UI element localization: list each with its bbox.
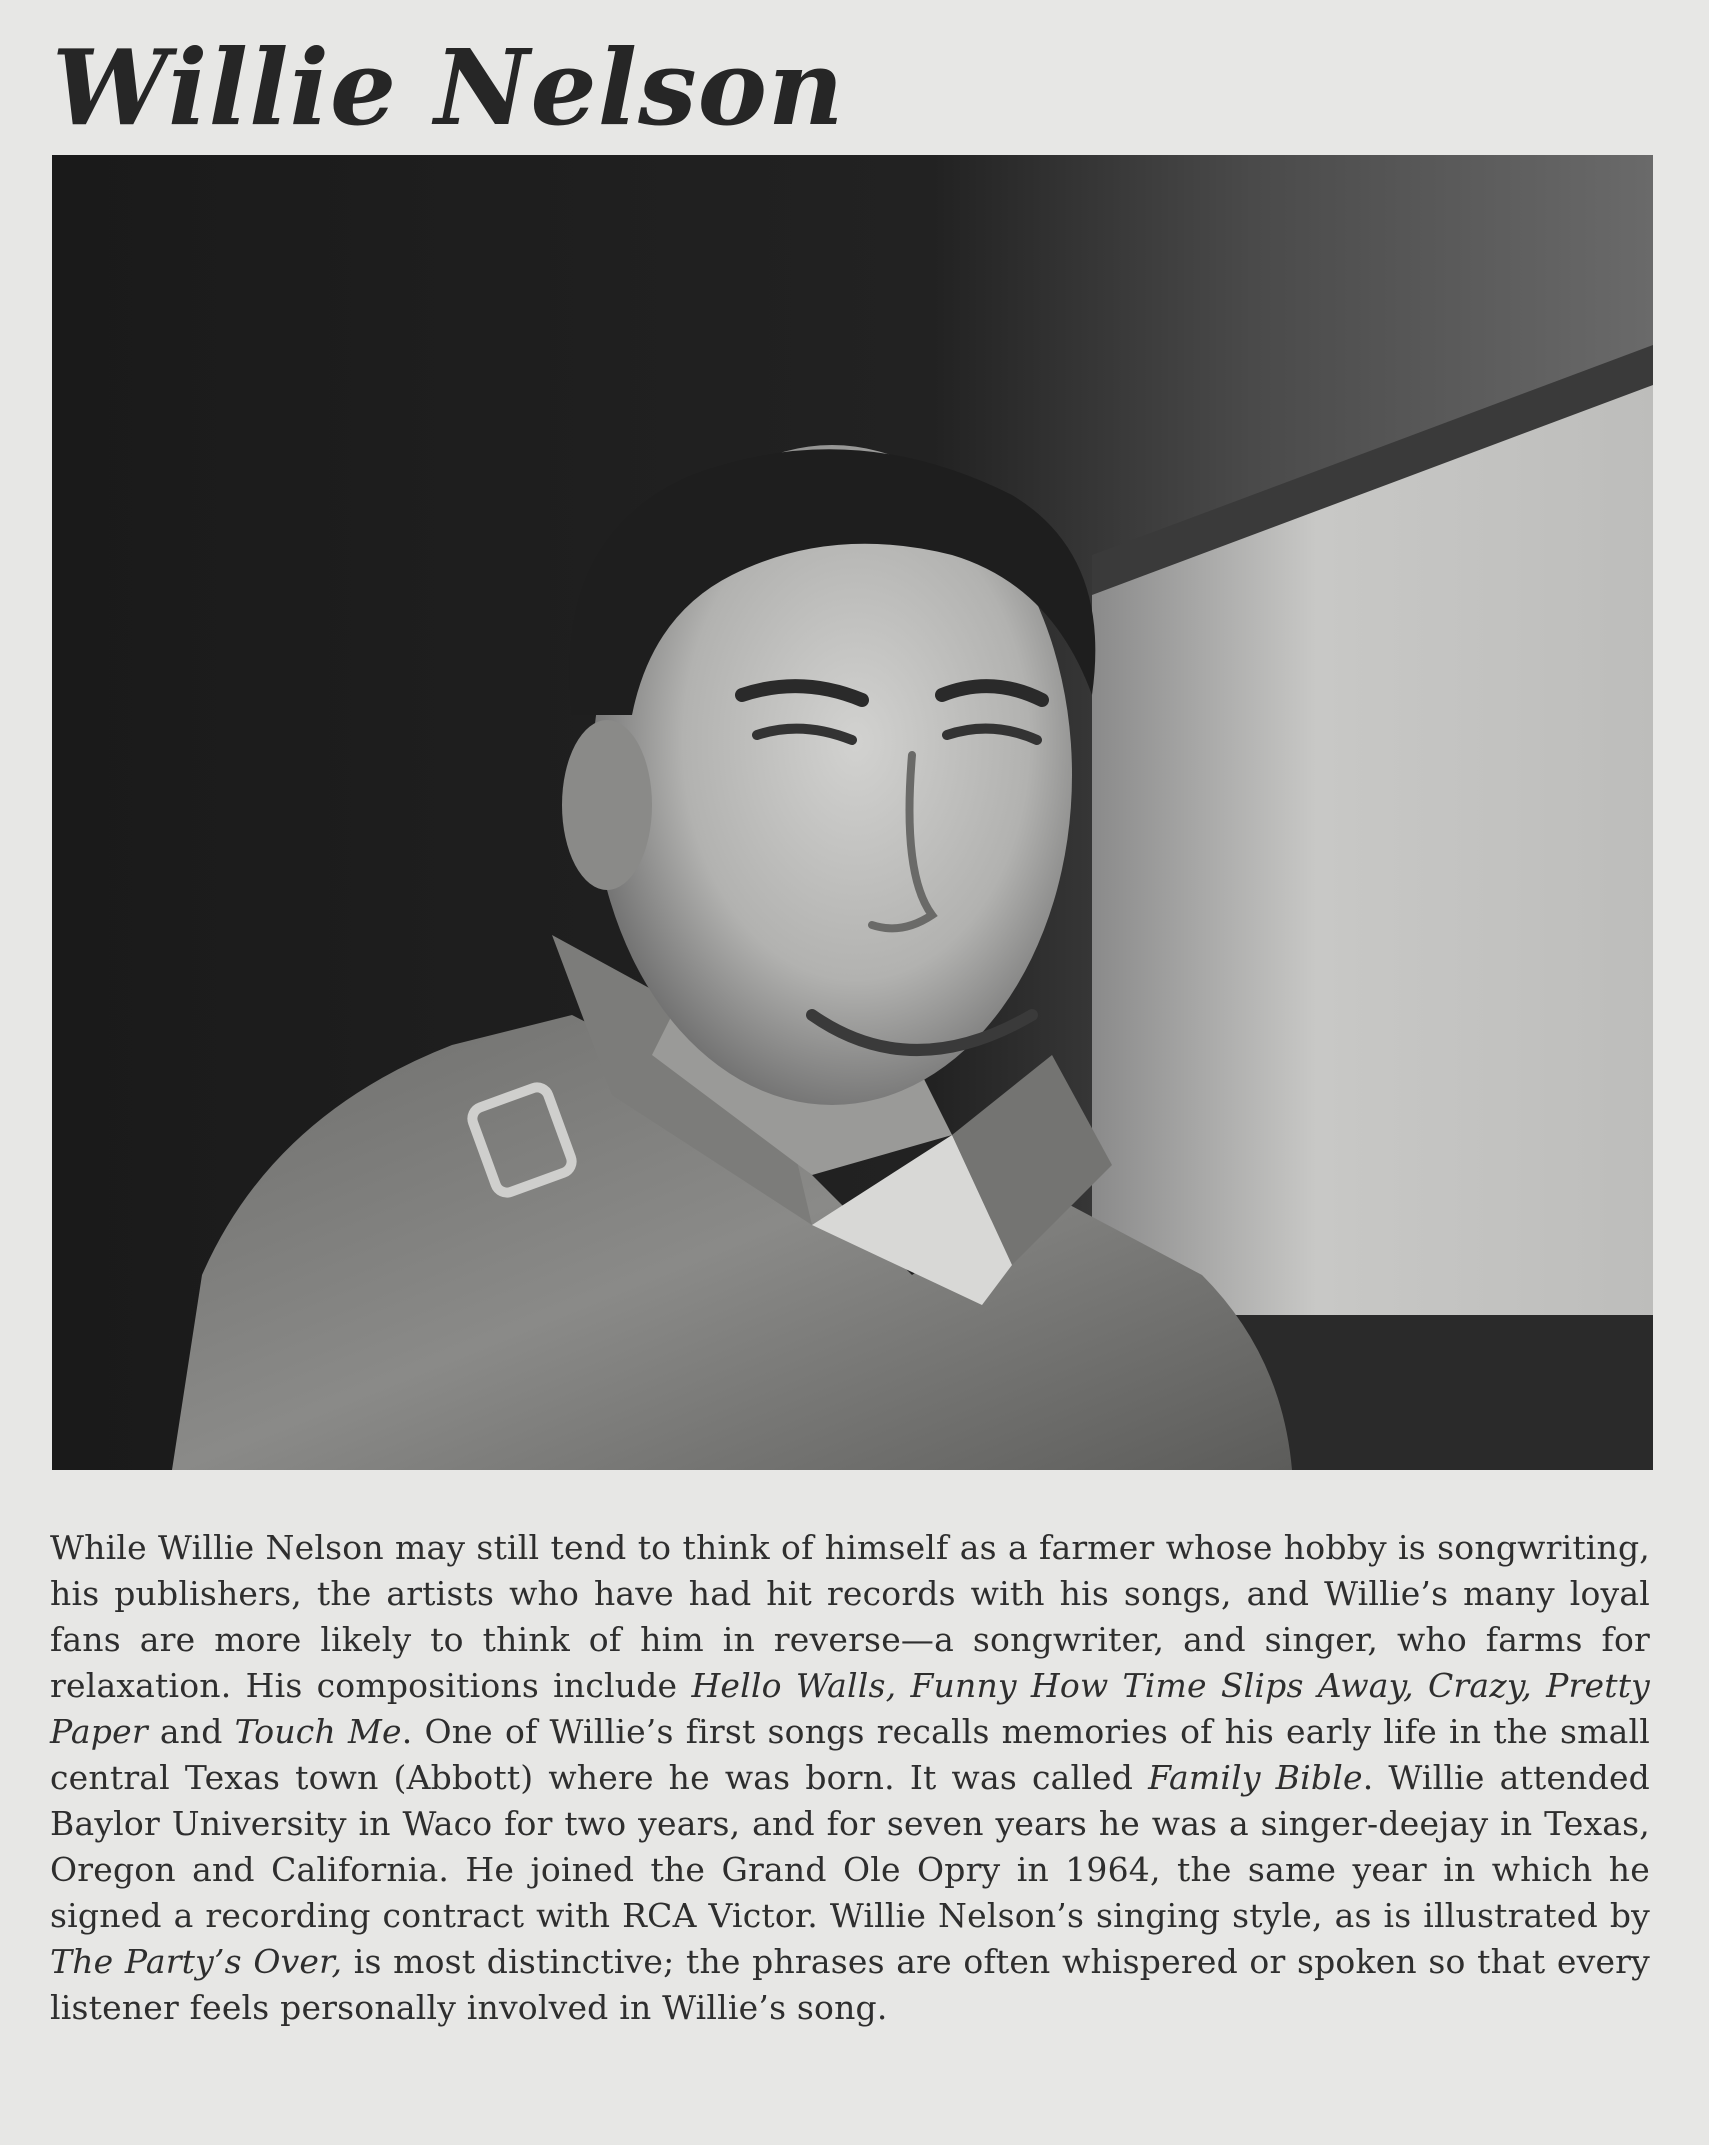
bio-text-2: and [147, 1712, 235, 1751]
song-title-family-bible: Family Bible [1148, 1758, 1363, 1797]
bio-text-5: is most distinctive; the phrases are often whispered or spoken so that every listener feels personally involved in Willie’s song. [50, 1942, 1650, 2027]
bio-text-1: While Willie Nelson may still tend to think of himself as a farmer whose hobby is songwriting, his publishers, the artists who have had hit records with his songs, and Willie’s many loyal fans are more likely to think of him in reverse—a songwriter, and singer, who farms for relaxation. His compositions include [50, 1528, 1650, 1705]
biography-paragraph [50, 1525, 1650, 2031]
page-title: Willie Nelson [52, 26, 845, 149]
bio-text-4: . Willie attended Baylor University in Waco for two years, and for seven years he was a singer-deejay in Texas, Oregon and California. He joined the Grand Ole Opry in 1964, the same year in which he signed a recording contract with RCA Victor. Willie Nelson’s singing style, as is illustrated by [50, 1758, 1651, 1935]
song-title-touch-me: Touch Me [234, 1712, 402, 1751]
portrait-photo [52, 155, 1653, 1470]
bio-text-3: . One of Willie’s first songs recalls memories of his early life in the small central Texas town (Abbott) where he was born. It was called [50, 1712, 1650, 1797]
song-title-partys-over: The Party’s Over, [50, 1942, 343, 1981]
song-titles-1: Hello Walls, Funny How Time Slips Away, Crazy, Pretty Paper [50, 1666, 1650, 1751]
portrait-illustration [52, 155, 1653, 1470]
